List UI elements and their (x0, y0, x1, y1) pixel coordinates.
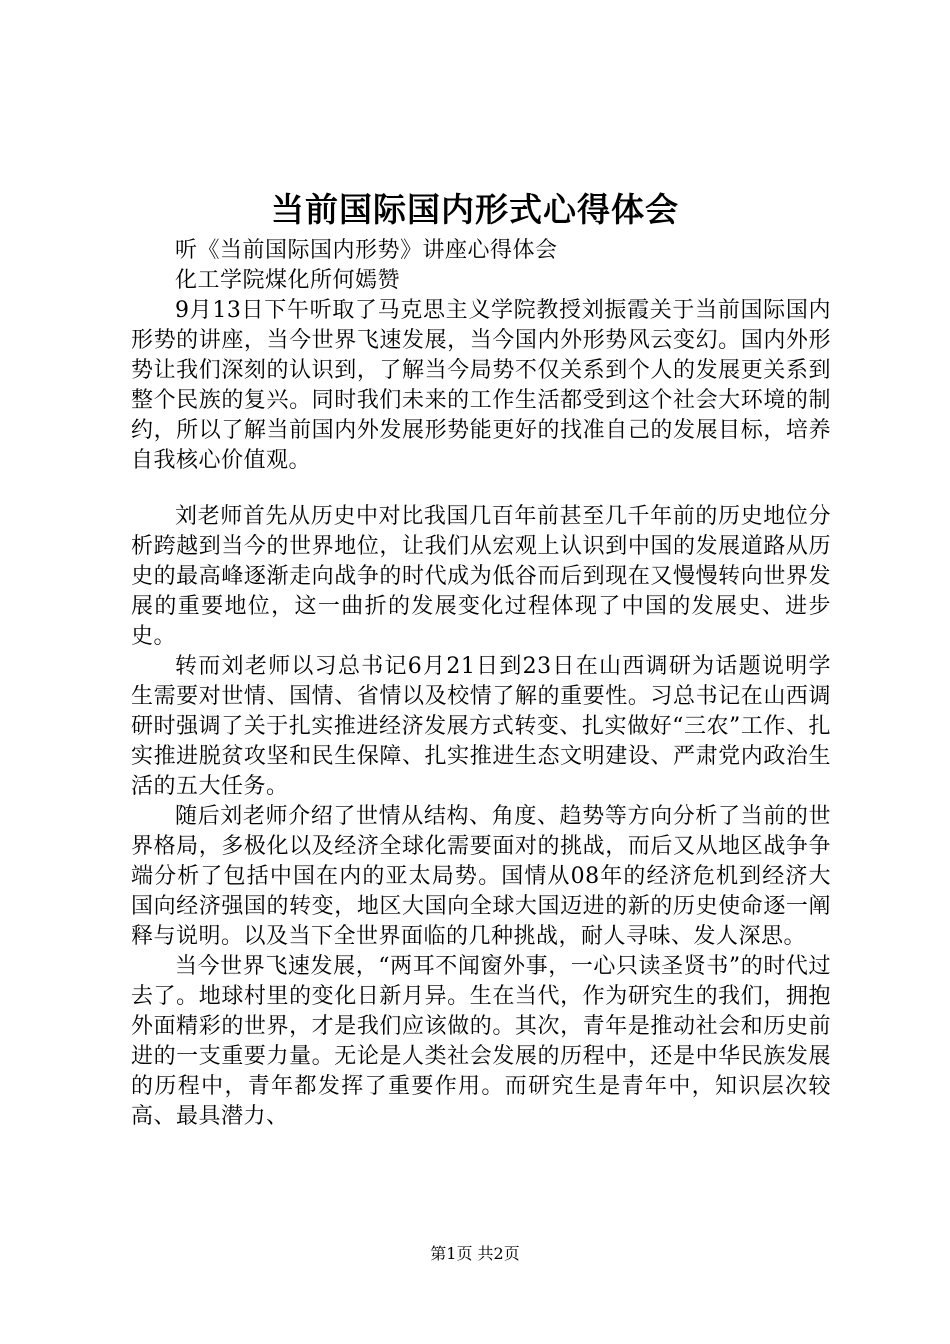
document-title: 当前国际国内形式心得体会 (271, 190, 679, 229)
paragraph-1: 9月13日下午听取了马克思主义学院教授刘振霞关于当前国际国内形势的讲座，当今世界飞速发展，当今国内外形势风云变幻。国内外形势让我们深刻的认识到，了解当今局势不仅关系到个人的发展更关系到整个民族的复兴。同时我们未来的工作生活都受到这个社会大环境的制约，所以了解当前国内外发展形势能更好的找准自己的发展目标，培养自我核心价值观。 (131, 298, 831, 473)
paragraph-3: 转而刘老师以习总书记6月21日到23日在山西调研为话题说明学生需要对世情、国情、省情以及校情了解的重要性。习总书记在山西调研时强调了关于扎实推进经济发展方式转变、扎实做好“三农”工作、扎实推进脱贫攻坚和民生保障、扎实推进生态文明建设、严肃党内政治生活的五大任务。 (131, 654, 831, 799)
paragraph-author: 化工学院煤化所何嫣赞 (175, 268, 401, 293)
paragraph-2: 刘老师首先从历史中对比我国几百年前甚至几千年前的历史地位分析跨越到当今的世界地位，让我们从宏观上认识到中国的发展道路从历史的最高峰逐渐走向战争的时代成为低谷而后到现在又慢慢转向世界发展的重要地位，这一曲折的发展变化过程体现了中国的发展史、进步史。 (131, 504, 831, 649)
page-number-footer: 第1页 共2页 (430, 1244, 520, 1263)
paragraph-5: 当今世界飞速发展，“两耳不闻窗外事，一心只读圣贤书”的时代过去了。地球村里的变化日新月异。生在当代，作为研究生的我们，拥抱外面精彩的世界，才是我们应该做的。其次，青年是推动社会和历史前进的一支重要力量。无论是人类社会发展的历程中，还是中华民族发展的历程中，青年都发挥了重要作用。而研究生是青年中，知识层次较高、最具潜力、 (131, 954, 831, 1129)
paragraph-lecture-heading: 听《当前国际国内形势》讲座心得体会 (175, 238, 558, 263)
paragraph-4: 随后刘老师介绍了世情从结构、角度、趋势等方向分析了当前的世界格局，多极化以及经济全球化需要面对的挑战，而后又从地区战争争端分析了包括中国在内的亚太局势。国情从08年的经济危机到经济大国向经济强国的转变，地区大国向全球大国迈进的新的历史使命逐一阐释与说明。以及当下全世界面临的几种挑战，耐人寻味、发人深思。 (131, 804, 831, 949)
document-body (131, 236, 831, 1132)
